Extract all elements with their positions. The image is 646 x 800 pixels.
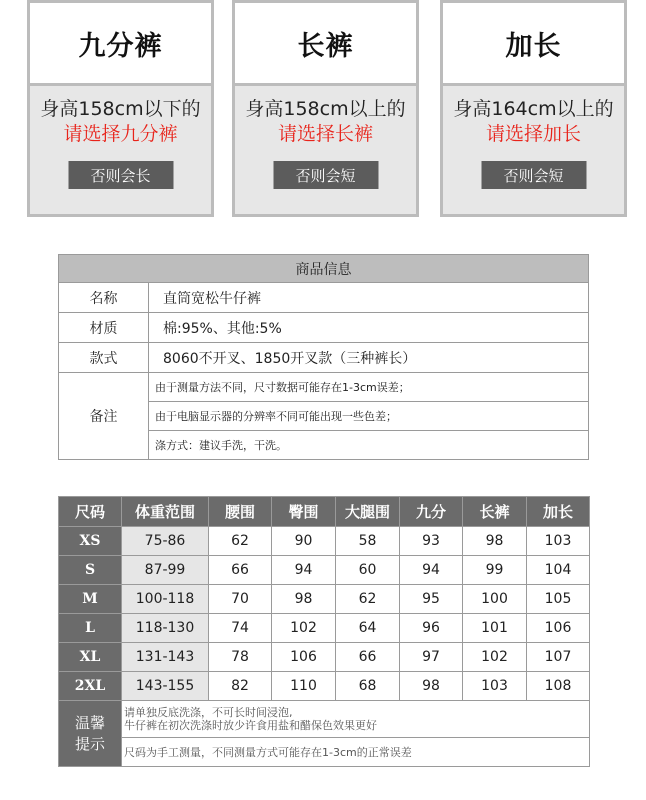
size-code: M (59, 585, 122, 614)
size-cell: 70 (209, 585, 272, 614)
card-title: 加长 (443, 3, 624, 86)
length-card-nine-tenths (27, 0, 214, 217)
size-cell: 107 (527, 643, 590, 672)
size-cell: 100 (463, 585, 527, 614)
card-body (235, 86, 416, 214)
size-row (59, 585, 590, 614)
size-cell: 98 (272, 585, 336, 614)
size-cell: 106 (527, 614, 590, 643)
size-row (59, 556, 590, 585)
weight-range: 131-143 (122, 643, 209, 672)
tips-measure-text: 尺码为手工测量，不同测量方式可能存在1-3cm的正常误差 (122, 738, 590, 767)
tips-row (59, 738, 590, 767)
size-cell: 108 (527, 672, 590, 701)
tips-label-line: 提示 (74, 734, 105, 753)
size-cell: 99 (463, 556, 527, 585)
size-code: 2XL (59, 672, 122, 701)
size-cell: 106 (272, 643, 336, 672)
size-cell: 94 (272, 556, 336, 585)
size-row (59, 672, 590, 701)
size-cell: 94 (400, 556, 463, 585)
card-recommend-text: 请选择九分裤 (63, 123, 178, 145)
size-cell: 90 (272, 527, 336, 556)
size-cell: 96 (400, 614, 463, 643)
size-cell: 62 (336, 585, 400, 614)
size-header-cell: 腰围 (209, 497, 272, 527)
info-label: 备注 (59, 373, 149, 460)
card-height-text: 身高158cm以上的 (245, 98, 406, 120)
info-note: 涤方式：建议手洗，干洗。 (149, 431, 589, 460)
card-body (443, 86, 624, 214)
card-warning-badge: 否则会短 (481, 161, 586, 189)
size-cell: 103 (527, 527, 590, 556)
info-row-notes (59, 373, 589, 402)
size-cell: 74 (209, 614, 272, 643)
size-cell: 66 (336, 643, 400, 672)
info-row-name (59, 283, 589, 313)
card-warning-badge: 否则会长 (68, 161, 173, 189)
size-cell: 104 (527, 556, 590, 585)
info-label: 款式 (59, 343, 149, 373)
size-cell: 68 (336, 672, 400, 701)
weight-range: 118-130 (122, 614, 209, 643)
size-cell: 101 (463, 614, 527, 643)
info-note: 由于电脑显示器的分辨率不同可能出现一些色差； (149, 402, 589, 431)
size-code: S (59, 556, 122, 585)
size-cell: 60 (336, 556, 400, 585)
size-header-row (59, 497, 590, 527)
tips-label (59, 701, 122, 767)
size-cell: 64 (336, 614, 400, 643)
card-recommend-text: 请选择加长 (485, 123, 581, 145)
tips-label-line: 温馨 (74, 713, 105, 732)
product-info-table (58, 254, 589, 460)
size-cell: 98 (463, 527, 527, 556)
weight-range: 75-86 (122, 527, 209, 556)
size-header-cell: 九分 (400, 497, 463, 527)
size-cell: 105 (527, 585, 590, 614)
info-label: 名称 (59, 283, 149, 313)
size-cell: 98 (400, 672, 463, 701)
tips-line: 请单独反底洗涤，不可长时间浸泡, (124, 706, 293, 719)
size-row (59, 614, 590, 643)
card-body (30, 86, 211, 214)
size-code: XS (59, 527, 122, 556)
tips-line: 牛仔裤在初次洗涤时放少许食用盐和醋保色效果更好 (124, 719, 377, 732)
length-card-long (232, 0, 419, 217)
size-row (59, 527, 590, 556)
size-cell: 62 (209, 527, 272, 556)
size-code: L (59, 614, 122, 643)
size-cell: 110 (272, 672, 336, 701)
info-value: 8060不开叉、1850开叉款（三种裤长） (149, 343, 589, 373)
size-cell: 93 (400, 527, 463, 556)
size-header-cell: 臀围 (272, 497, 336, 527)
info-row-style (59, 343, 589, 373)
info-note: 由于测量方法不同，尺寸数据可能存在1-3cm误差； (149, 373, 589, 402)
size-chart-table (58, 496, 590, 767)
weight-range: 87-99 (122, 556, 209, 585)
size-cell: 95 (400, 585, 463, 614)
size-cell: 78 (209, 643, 272, 672)
card-title: 长裤 (235, 3, 416, 86)
tips-row (59, 701, 590, 738)
card-height-text: 身高164cm以上的 (453, 98, 614, 120)
weight-range: 143-155 (122, 672, 209, 701)
tips-care-text (122, 701, 590, 738)
info-value: 直筒宽松牛仔裤 (149, 283, 589, 313)
product-info-header: 商品信息 (59, 255, 589, 283)
size-header-cell: 大腿围 (336, 497, 400, 527)
size-code: XL (59, 643, 122, 672)
size-cell: 102 (272, 614, 336, 643)
info-row-material (59, 313, 589, 343)
size-row (59, 643, 590, 672)
size-header-cell: 长裤 (463, 497, 527, 527)
card-height-text: 身高158cm以下的 (40, 98, 201, 120)
card-warning-badge: 否则会短 (273, 161, 378, 189)
size-cell: 58 (336, 527, 400, 556)
info-value: 棉:95%、其他:5% (149, 313, 589, 343)
size-cell: 82 (209, 672, 272, 701)
size-header-cell: 体重范围 (122, 497, 209, 527)
size-cell: 102 (463, 643, 527, 672)
info-label: 材质 (59, 313, 149, 343)
size-header-cell: 加长 (527, 497, 590, 527)
weight-range: 100-118 (122, 585, 209, 614)
size-cell: 103 (463, 672, 527, 701)
length-card-extra-long (440, 0, 627, 217)
size-cell: 97 (400, 643, 463, 672)
card-title: 九分裤 (30, 3, 211, 86)
size-cell: 66 (209, 556, 272, 585)
card-recommend-text: 请选择长裤 (277, 123, 373, 145)
size-header-cell: 尺码 (59, 497, 122, 527)
